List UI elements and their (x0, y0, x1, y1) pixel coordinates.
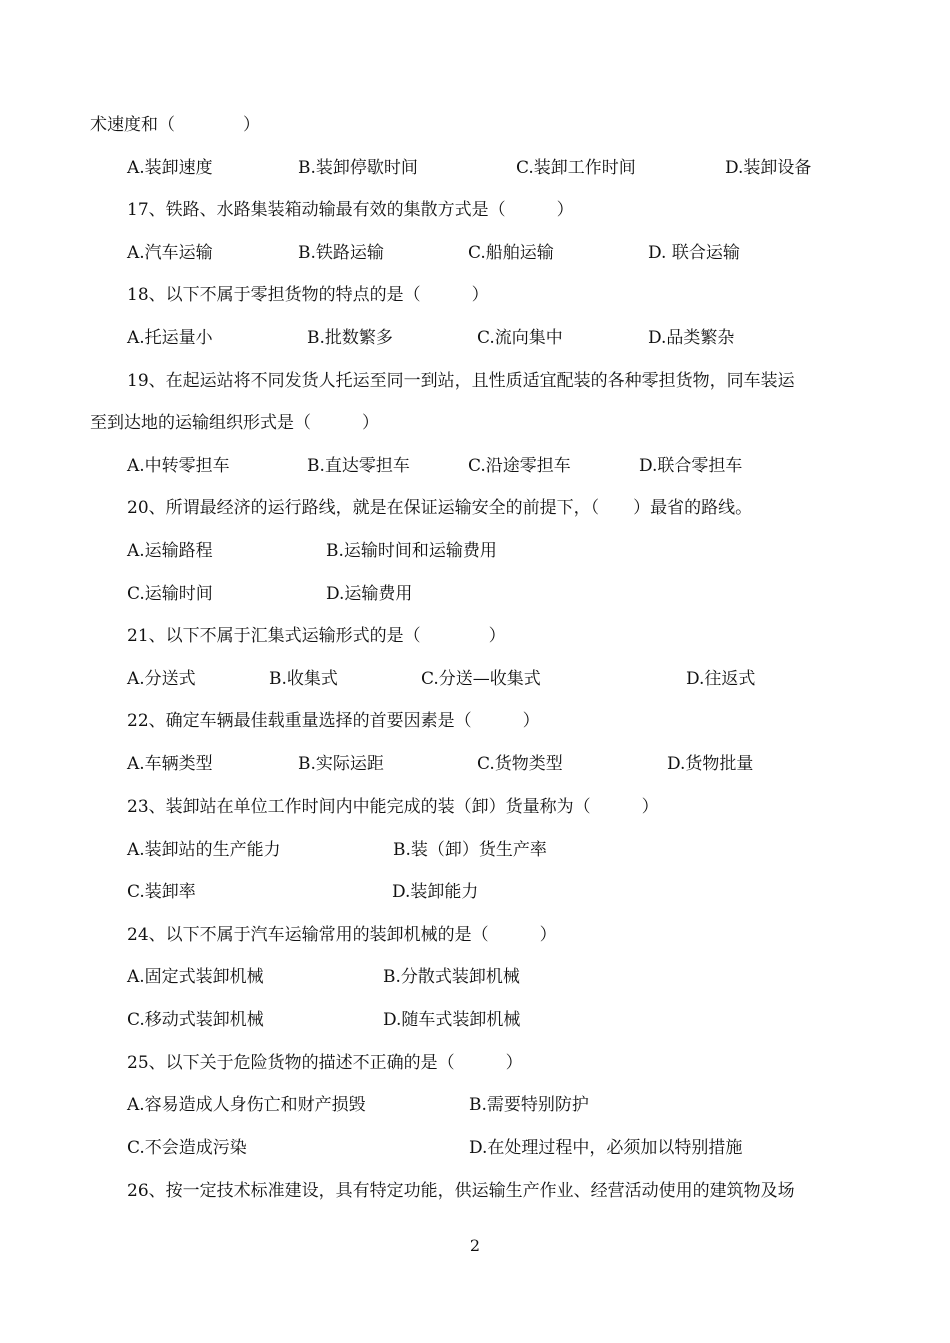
question-17: 17、铁路、水路集装箱动输最有效的集散方式是（ ） (127, 200, 574, 220)
q16-option-a: A.装卸速度 (127, 158, 213, 178)
q25-option-d: D.在处理过程中，必须加以特别措施 (469, 1138, 743, 1158)
q25-option-b: B.需要特别防护 (469, 1095, 589, 1115)
q17-option-b: B.铁路运输 (298, 243, 384, 263)
q21-option-b: B.收集式 (269, 669, 338, 689)
question-18: 18、以下不属于零担货物的特点的是（ ） (127, 285, 489, 305)
question-19-continuation: 至到达地的运输组织形式是（ ） (90, 413, 379, 433)
q17-option-d: D. 联合运输 (648, 243, 740, 263)
question-19: 19、在起运站将不同发货人托运至同一到站，且性质适宜配装的各种零担货物，同车装运 (127, 371, 795, 391)
question-20: 20、所谓最经济的运行路线，就是在保证运输安全的前提下，（ ）最省的路线。 (127, 498, 753, 518)
q25-option-c: C.不会造成污染 (127, 1138, 247, 1158)
q20-option-c: C.运输时间 (127, 584, 213, 604)
question-26: 26、按一定技术标准建设，具有特定功能，供运输生产作业、经营活动使用的建筑物及场 (127, 1181, 795, 1201)
q24-option-b: B.分散式装卸机械 (383, 967, 520, 987)
q18-option-d: D.品类繁杂 (648, 328, 735, 348)
q23-option-c: C.装卸率 (127, 882, 196, 902)
q22-option-a: A.车辆类型 (127, 754, 213, 774)
q19-option-a: A.中转零担车 (127, 456, 230, 476)
page-number: 2 (469, 1236, 481, 1255)
q22-option-d: D.货物批量 (667, 754, 754, 774)
q20-option-b: B.运输时间和运输费用 (326, 541, 497, 561)
q16-option-d: D.装卸设备 (725, 158, 812, 178)
q22-option-c: C.货物类型 (477, 754, 563, 774)
q23-option-d: D.装卸能力 (392, 882, 479, 902)
q25-option-a: A.容易造成人身伤亡和财产损毁 (127, 1095, 366, 1115)
question-21: 21、以下不属于汇集式运输形式的是（ ） (127, 626, 506, 646)
q24-option-d: D.随车式装卸机械 (383, 1010, 521, 1030)
question-22: 22、确定车辆最佳载重量选择的首要因素是（ ） (127, 711, 540, 731)
q18-option-c: C.流向集中 (477, 328, 563, 348)
q24-option-c: C.移动式装卸机械 (127, 1010, 264, 1030)
q17-option-c: C.船舶运输 (468, 243, 554, 263)
q22-option-b: B.实际运距 (298, 754, 384, 774)
q17-option-a: A.汽车运输 (127, 243, 213, 263)
question-24: 24、以下不属于汽车运输常用的装卸机械的是（ ） (127, 925, 557, 945)
q21-option-c: C.分送—收集式 (421, 669, 541, 689)
q16-option-c: C.装卸工作时间 (516, 158, 636, 178)
q23-option-b: B.装（卸）货生产率 (393, 840, 547, 860)
q20-option-a: A.运输路程 (127, 541, 213, 561)
q23-option-a: A.装卸站的生产能力 (127, 840, 281, 860)
q16-option-b: B.装卸停歇时间 (298, 158, 418, 178)
q21-option-d: D.往返式 (686, 669, 756, 689)
question-25: 25、以下关于危险货物的描述不正确的是（ ） (127, 1053, 523, 1073)
q19-option-b: B.直达零担车 (307, 456, 410, 476)
q24-option-a: A.固定式装卸机械 (127, 967, 264, 987)
q18-option-a: A.托运量小 (127, 328, 213, 348)
question-16-continuation: 术速度和（ ） (90, 115, 260, 135)
q21-option-a: A.分送式 (127, 669, 196, 689)
q20-option-d: D.运输费用 (326, 584, 413, 604)
q19-option-d: D.联合零担车 (639, 456, 743, 476)
question-23: 23、装卸站在单位工作时间内中能完成的装（卸）货量称为（ ） (127, 797, 659, 817)
q18-option-b: B.批数繁多 (307, 328, 393, 348)
q19-option-c: C.沿途零担车 (468, 456, 571, 476)
